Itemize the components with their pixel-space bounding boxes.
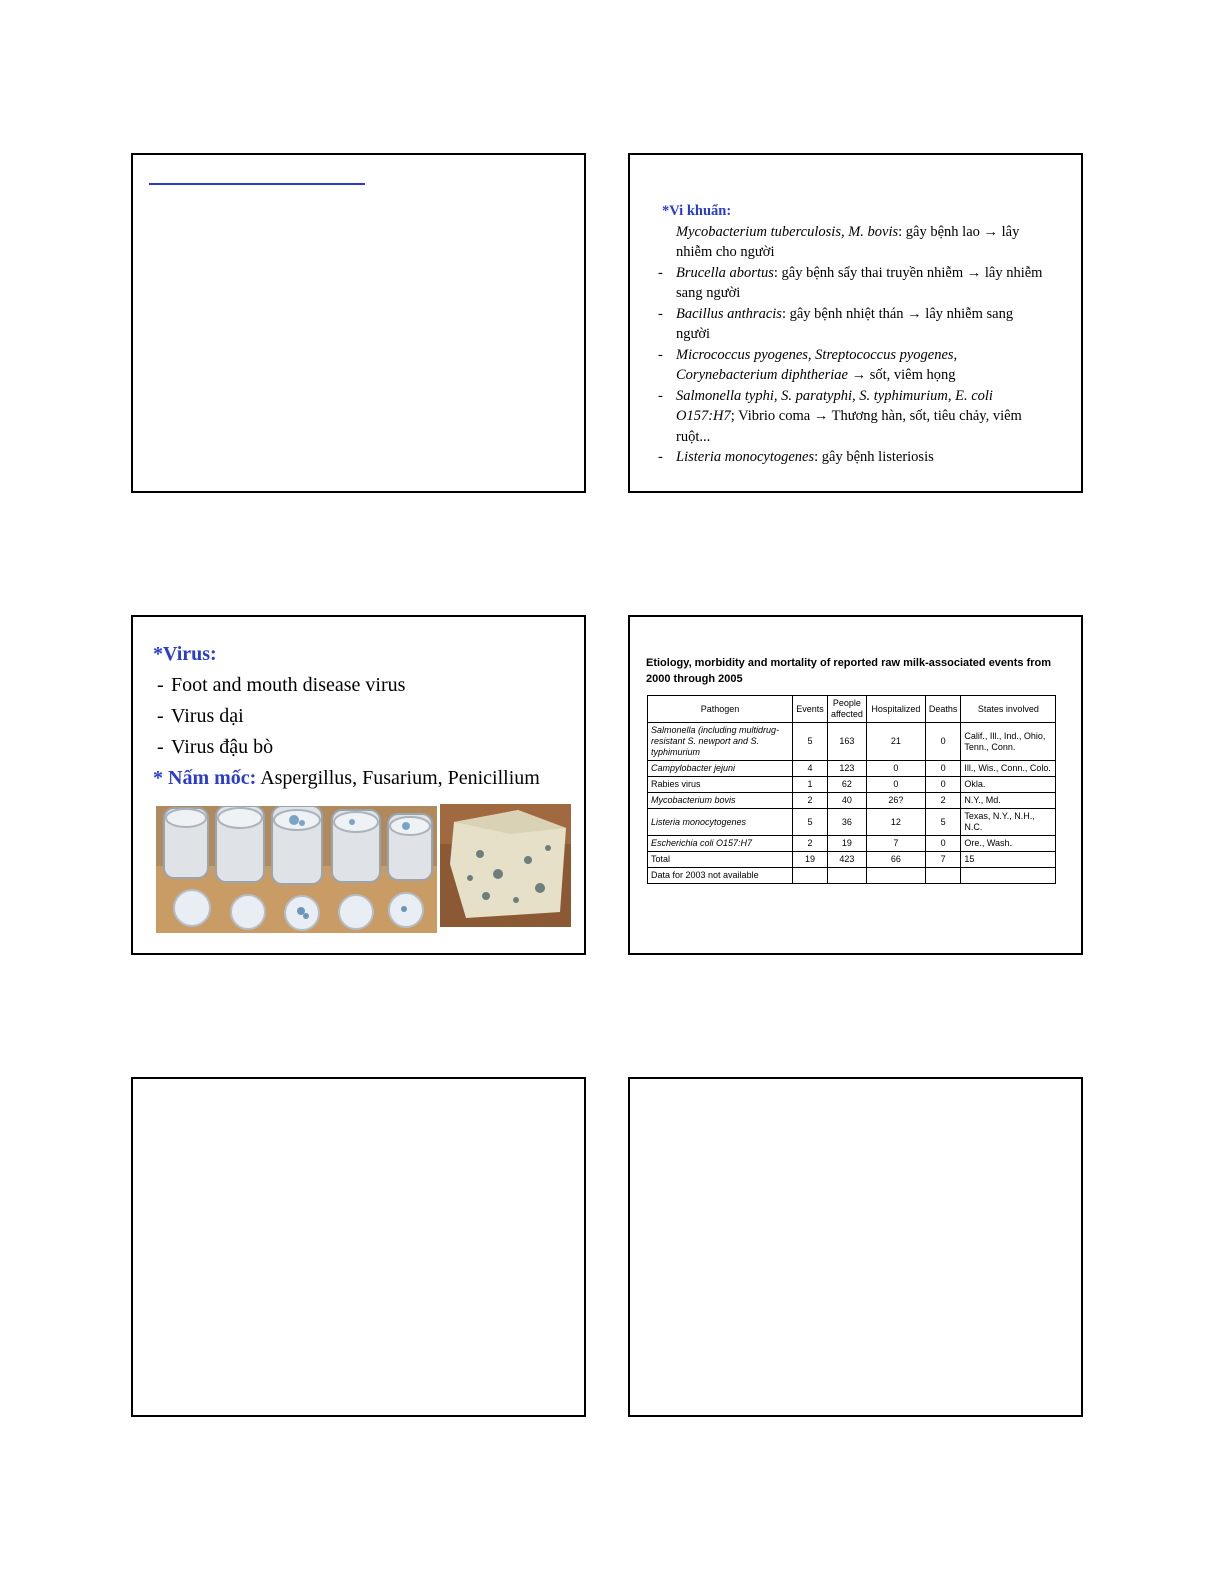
slide-4-table — [628, 615, 1083, 955]
virus-item: - Foot and mouth disease virus — [153, 670, 540, 701]
mold-line — [153, 763, 540, 794]
table-cell-states: Ore., Wash. — [961, 836, 1056, 852]
table-cell-pathogen: Data for 2003 not available — [648, 868, 793, 884]
item-text: ; Vibrio coma → Thương hàn, sốt, tiêu chảy, viêm ruột... — [676, 408, 1022, 445]
table-cell-affected: 36 — [828, 809, 867, 836]
table-cell-pathogen: Escherichia coli O157:H7 — [648, 836, 793, 852]
bacteria-item — [658, 386, 1048, 448]
table-cell-hospitalized: 7 — [866, 836, 925, 852]
species-name: Brucella abortus — [676, 264, 774, 281]
table-cell-events — [793, 868, 828, 884]
table-cell-events: 2 — [793, 836, 828, 852]
table-cell-events: 2 — [793, 793, 828, 809]
table-cell-affected — [828, 868, 867, 884]
table-row — [648, 777, 1056, 793]
table-cell-states: Okla. — [961, 777, 1056, 793]
slide-1 — [131, 153, 586, 493]
item-text: : gây bệnh listeriosis — [814, 449, 934, 465]
bacteria-heading: *Vi khuẩn: — [662, 203, 732, 219]
col-header: Deaths — [925, 696, 961, 723]
species-name: Bacillus anthracis — [676, 305, 782, 322]
bacteria-list — [658, 201, 1048, 468]
item-text: : gây bệnh sẩy thai truyền nhiễm → lây nhiễm sang người — [676, 264, 1043, 301]
table-cell-states: Ill., Wis., Conn., Colo. — [961, 761, 1056, 777]
table-cell-hospitalized: 0 — [866, 777, 925, 793]
mold-text: Aspergillus, Fusarium, Penicillium — [256, 767, 540, 789]
table-cell-hospitalized: 66 — [866, 852, 925, 868]
table-cell-deaths: 0 — [925, 777, 961, 793]
title-underline — [149, 183, 365, 185]
bacteria-item — [658, 222, 1048, 263]
species-name: Listeria monocytogenes — [676, 449, 815, 465]
table-cell-events: 4 — [793, 761, 828, 777]
col-header: States involved — [961, 696, 1056, 723]
table-cell-affected: 19 — [828, 836, 867, 852]
slide-5 — [131, 1077, 586, 1417]
table-cell-pathogen: Listeria monocytogenes — [648, 809, 793, 836]
virus-item: - Virus đậu bò — [153, 732, 540, 763]
slide-6 — [628, 1077, 1083, 1417]
col-header: People affected — [828, 696, 867, 723]
table-cell-events: 1 — [793, 777, 828, 793]
item-text: : gây bệnh lao → lây nhiễm cho người — [676, 223, 1020, 260]
table-cell-pathogen: Total — [648, 852, 793, 868]
table-cell-states: N.Y., Md. — [961, 793, 1056, 809]
table-row — [648, 723, 1056, 761]
table-title: Etiology, morbidity and mortality of reported raw milk-associated events from 2000 through 2005 — [646, 657, 1052, 685]
table-cell-hospitalized — [866, 868, 925, 884]
table-row — [648, 836, 1056, 852]
bacteria-item — [658, 304, 1048, 345]
table-cell-states: Calif., Ill., Ind., Ohio, Tenn., Conn. — [961, 723, 1056, 761]
virus-item: - Virus dại — [153, 701, 540, 732]
bacteria-item — [658, 263, 1048, 304]
table-cell-states: Texas, N.Y., N.H., N.C. — [961, 809, 1056, 836]
table-cell-affected: 163 — [828, 723, 867, 761]
species-name: Micrococcus pyogenes, Streptococcus pyogenes, Corynebacterium diphtheriae — [676, 346, 958, 383]
table-header-row — [648, 696, 1056, 723]
table-cell-pathogen: Salmonella (including multidrug-resistant S. newport and S. typhimurium — [648, 723, 793, 761]
table-row — [648, 809, 1056, 836]
table-cell-affected: 62 — [828, 777, 867, 793]
table-cell-events: 19 — [793, 852, 828, 868]
table-row — [648, 868, 1056, 884]
species-name: Salmonella typhi, S. paratyphi, S. typhimurium, E. coli O157:H7 — [676, 387, 993, 424]
table-cell-hospitalized: 0 — [866, 761, 925, 777]
table-cell-events: 5 — [793, 723, 828, 761]
bacteria-item — [658, 345, 1048, 386]
blue-cheese-image — [440, 804, 571, 927]
moldy-milk-jars-image — [156, 806, 437, 933]
table-cell-pathogen: Rabies virus — [648, 777, 793, 793]
col-header: Events — [793, 696, 828, 723]
col-header: Pathogen — [648, 696, 793, 723]
table-cell-pathogen: Campylobacter jejuni — [648, 761, 793, 777]
table-cell-events: 5 — [793, 809, 828, 836]
virus-list — [153, 639, 540, 794]
bacteria-item — [658, 447, 1048, 468]
raw-milk-events-table — [647, 695, 1056, 884]
table-row — [648, 793, 1056, 809]
table-cell-hospitalized: 21 — [866, 723, 925, 761]
table-cell-affected: 40 — [828, 793, 867, 809]
mold-label: * Nấm mốc: — [153, 767, 257, 789]
table-cell-deaths: 2 — [925, 793, 961, 809]
table-cell-affected: 123 — [828, 761, 867, 777]
table-cell-deaths: 0 — [925, 836, 961, 852]
table-cell-deaths: 0 — [925, 761, 961, 777]
table-row — [648, 852, 1056, 868]
table-row — [648, 761, 1056, 777]
table-cell-deaths — [925, 868, 961, 884]
slide-3-virus — [131, 615, 586, 955]
table-cell-states: 15 — [961, 852, 1056, 868]
table-cell-affected: 423 — [828, 852, 867, 868]
table-cell-deaths: 5 — [925, 809, 961, 836]
table-cell-deaths: 0 — [925, 723, 961, 761]
slide-2-bacteria — [628, 153, 1083, 493]
item-text: : gây bệnh nhiệt thán → lây nhiễm sang người — [676, 305, 1014, 342]
table-cell-pathogen: Mycobacterium bovis — [648, 793, 793, 809]
virus-heading: *Virus: — [153, 643, 217, 665]
col-header: Hospitalized — [866, 696, 925, 723]
table-cell-deaths: 7 — [925, 852, 961, 868]
table-cell-hospitalized: 26? — [866, 793, 925, 809]
item-text: → sốt, viêm họng — [847, 367, 956, 383]
species-name: Mycobacterium tuberculosis, M. bovis — [676, 223, 899, 240]
table-cell-hospitalized: 12 — [866, 809, 925, 836]
table-cell-states — [961, 868, 1056, 884]
